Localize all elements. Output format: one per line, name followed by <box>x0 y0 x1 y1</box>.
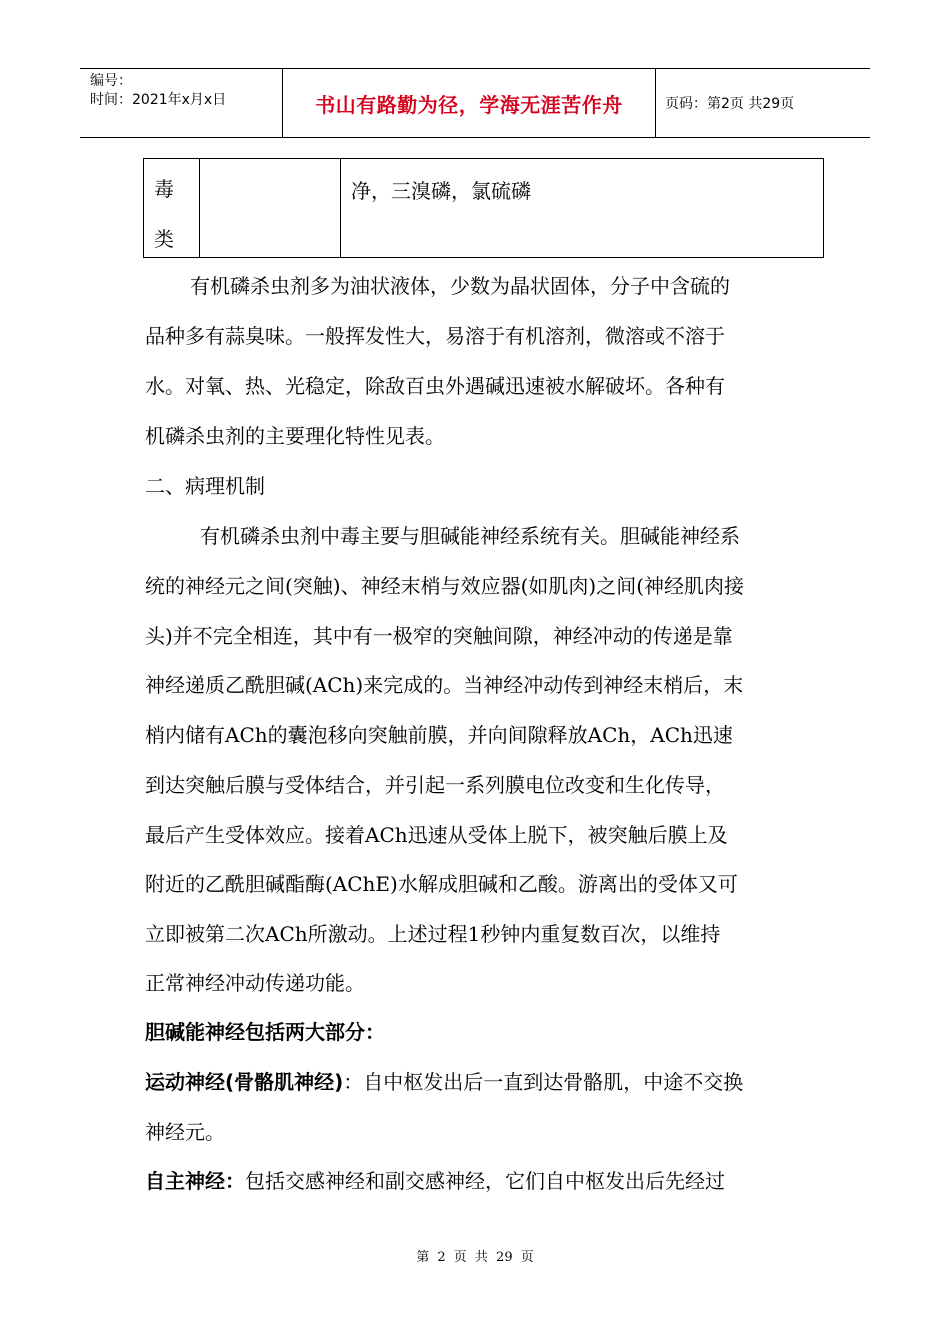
table-cell-agents <box>341 159 823 257</box>
header-motto: 书山有路勤为径，学海无涯苦作舟 <box>315 92 623 117</box>
section-heading: 二、病理机制 <box>145 474 265 498</box>
paragraph-line: 水。对氧、热、光稳定，除敌百虫外遇碱迅速被水解破坏。各种有 <box>145 374 725 398</box>
paragraph-line: 头)并不完全相连，其中有一极窄的突触间隙，神经冲动的传递是靠 <box>145 624 733 648</box>
motor-nerve-label: 运动神经(骨骼肌神经) <box>145 1070 344 1094</box>
toxicity-table-fragment <box>143 158 824 258</box>
table-cell-char: 毒 <box>154 177 174 201</box>
paragraph-line: 有机磷杀虫剂多为油状液体，少数为晶状固体，分子中含硫的 <box>190 274 730 298</box>
paragraph-line: 神经元。 <box>145 1120 225 1144</box>
table-cell-text: 净，三溴磷，氯硫磷 <box>351 179 531 203</box>
autonomic-nerve-line <box>145 1168 725 1194</box>
paragraph-line: 品种多有蒜臭味。一般挥发性大，易溶于有机溶剂，微溶或不溶于 <box>145 324 725 348</box>
paragraph-line: 统的神经元之间(突触)、神经末梢与效应器(如肌肉)之间(神经肌肉接 <box>145 574 745 598</box>
motor-nerve-line <box>145 1069 743 1095</box>
paragraph-line: 机磷杀虫剂的主要理化特性见表。 <box>145 424 445 448</box>
header-meta <box>80 69 282 137</box>
page-footer: 第 2 页 共 29 页 <box>416 1250 534 1265</box>
table-cell-category <box>144 159 200 257</box>
paragraph-line: 附近的乙酰胆碱酯酶(AChE)水解成胆碱和乙酸。游离出的受体又可 <box>145 872 738 896</box>
table-cell-empty <box>200 159 341 257</box>
header-divider <box>655 69 656 137</box>
page-header <box>80 68 870 138</box>
paragraph-line: 神经递质乙酰胆碱(ACh)来完成的。当神经冲动传到神经末梢后，末 <box>145 673 744 697</box>
paragraph-line: 立即被第二次ACh所激动。上述过程1秒钟内重复数百次，以维持 <box>145 922 721 946</box>
autonomic-nerve-text: 包括交感神经和副交感神经，它们自中枢发出后先经过 <box>245 1169 725 1193</box>
motor-nerve-text: ：自中枢发出后一直到达骨骼肌，中途不交换 <box>343 1070 744 1094</box>
paragraph-line: 正常神经冲动传递功能。 <box>145 971 365 995</box>
table-cell-char: 类 <box>154 227 174 251</box>
autonomic-nerve-label: 自主神经： <box>145 1169 245 1193</box>
header-number-label: 编号： <box>90 73 132 89</box>
paragraph-line: 最后产生受体效应。接着ACh迅速从受体上脱下，被突触后膜上及 <box>145 823 728 847</box>
paragraph-line: 有机磷杀虫剂中毒主要与胆碱能神经系统有关。胆碱能神经系 <box>200 524 740 548</box>
paragraph-line: 梢内储有ACh的囊泡移向突触前膜，并向间隙释放ACh，ACh迅速 <box>145 723 733 747</box>
cholinergic-heading: 胆碱能神经包括两大部分： <box>145 1020 385 1044</box>
paragraph-line: 到达突触后膜与受体结合，并引起一系列膜电位改变和生化传导， <box>145 773 725 797</box>
header-page-info: 页码：第2页 共29页 <box>665 96 795 112</box>
header-date: 时间：2021年x月x日 <box>90 92 227 108</box>
